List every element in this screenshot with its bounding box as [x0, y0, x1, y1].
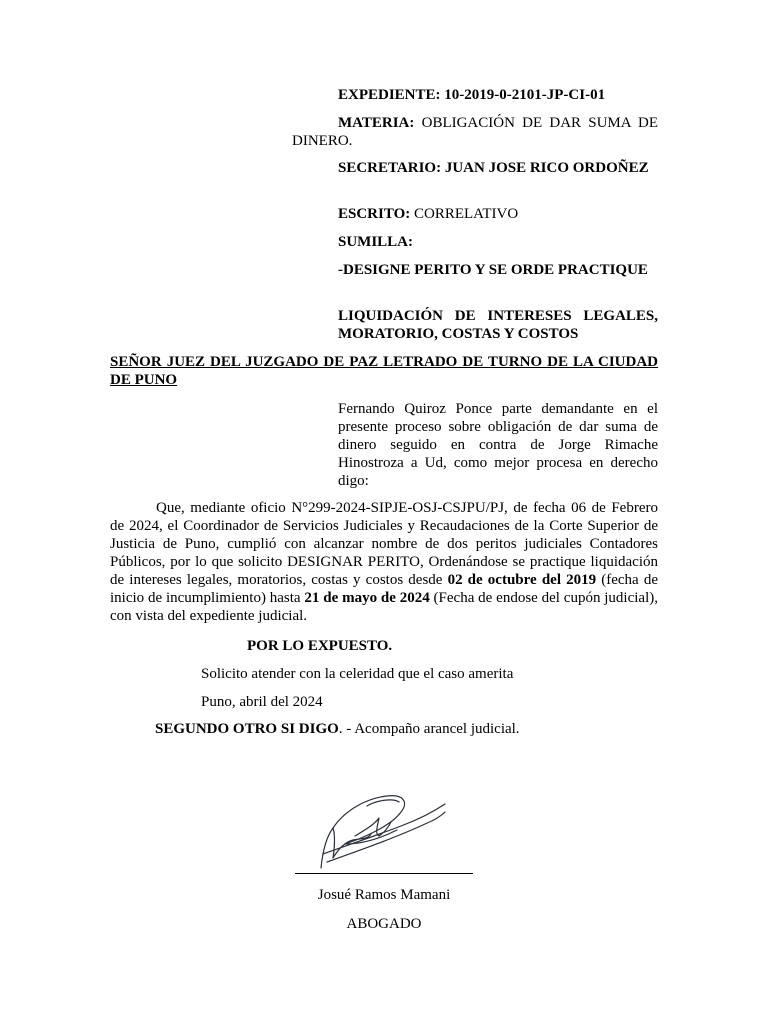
- solicito-line: Solicito atender con la celeridad que el caso amerita: [201, 666, 514, 682]
- sumilla-item-2: [338, 307, 658, 343]
- signer-title: ABOGADO: [346, 916, 422, 932]
- signature-line: [295, 873, 473, 874]
- secretario-value: JUAN JOSE RICO ORDOÑEZ: [444, 160, 649, 176]
- secretario-line: [292, 159, 658, 177]
- secretario-label: SECRETARIO:: [338, 160, 442, 176]
- date-from: 02 de octubre del 2019: [447, 572, 597, 588]
- signer-name: Josué Ramos Mamani: [317, 887, 451, 903]
- sumilla-text-1: -DESIGNE PERITO Y SE ORDE PRACTIQUE: [338, 262, 648, 278]
- addressee: SEÑOR JUEZ DEL JUZGADO DE PAZ LETRADO DE TURNO DE LA CIUDAD DE PUNO: [110, 354, 658, 388]
- date-to: 21 de mayo de 2024: [304, 590, 430, 606]
- expediente-label: EXPEDIENTE:: [338, 87, 441, 103]
- sumilla-label: SUMILLA:: [338, 234, 414, 250]
- sumilla-item-1: [292, 261, 658, 279]
- place-date: Puno, abril del 2024: [201, 694, 323, 710]
- escrito-line: [292, 205, 658, 223]
- materia-line: [292, 114, 658, 150]
- escrito-value: CORRELATIVO: [414, 206, 519, 222]
- otrosi-text: . - Acompaño arancel judicial.: [338, 721, 520, 737]
- body-text-2: (fecha de inicio de incumplimiento) hasta: [110, 572, 658, 606]
- otrosi-line: [155, 720, 520, 738]
- por-lo-expuesto: POR LO EXPUESTO.: [247, 638, 393, 654]
- materia-label: MATERIA:: [338, 115, 415, 131]
- escrito-label: ESCRITO:: [338, 206, 411, 222]
- body-text-1: Que, mediante oficio N°299-2024-SIPJE-OSJ-CSJPU/PJ, de fecha 06 de Febrero de 2024, el Coordinador de Servicios Judiciales y Recaudaciones de la Corte Superior de Justicia de Puno, cumplió con alcanzar nombre de dos peritos judiciales Contadores Públicos, por lo que solicito DESIGNAR PERITO, Ordenándose se practique liquidación de intereses legales, moratorios, costas y costos desde: [110, 500, 658, 588]
- sumilla-text-2: LIQUIDACIÓN DE INTERESES LEGALES, MORATORIO, COSTAS Y COSTOS: [338, 308, 658, 342]
- sumilla-line: [292, 233, 658, 251]
- expediente-line: [292, 86, 658, 104]
- body-paragraph: [110, 499, 658, 625]
- expediente-value: 10-2019-0-2101-JP-CI-01: [444, 87, 606, 103]
- signature-scribble: [305, 788, 455, 872]
- materia-value: OBLIGACIÓN DE DAR SUMA DE DINERO.: [292, 115, 658, 149]
- intro-paragraph: Fernando Quiroz Ponce parte demandante en el presente proceso sobre obligación de dar suma de dinero seguido en contra de Jorge Rimache Hinostroza a Ud, como mejor procesa en derecho digo:: [338, 401, 658, 489]
- otrosi-label: SEGUNDO OTRO SI DIGO: [155, 721, 339, 737]
- body-text-3: (Fecha de endose del cupón judicial), con vista del expediente judicial.: [110, 590, 658, 624]
